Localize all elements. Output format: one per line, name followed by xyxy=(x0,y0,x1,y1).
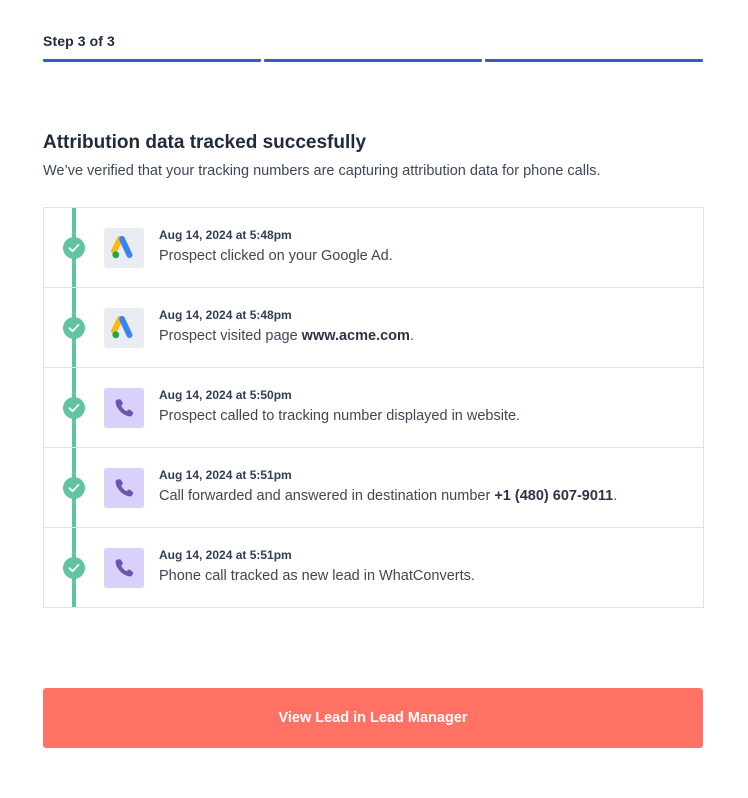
attribution-timeline xyxy=(43,207,704,608)
view-lead-button[interactable]: View Lead in Lead Manager xyxy=(43,688,703,748)
page-title: Attribution data tracked succesfully xyxy=(43,132,367,153)
google-ads-icon xyxy=(104,308,144,348)
event-timestamp: Aug 14, 2024 at 5:48pm xyxy=(159,308,292,322)
event-timestamp: Aug 14, 2024 at 5:50pm xyxy=(159,388,292,402)
progress-bar xyxy=(43,59,703,62)
event-description: Prospect clicked on your Google Ad. xyxy=(159,248,393,264)
event-timestamp: Aug 14, 2024 at 5:48pm xyxy=(159,228,292,242)
phone-icon xyxy=(104,388,144,428)
timeline-row xyxy=(44,528,703,608)
progress-segment-3 xyxy=(485,59,703,62)
timeline-row xyxy=(44,368,703,448)
check-icon xyxy=(63,397,85,419)
page-subtitle: We’ve verified that your tracking numbers are capturing attribution data for phone calls. xyxy=(43,163,601,179)
timeline-row xyxy=(44,208,703,288)
check-icon xyxy=(63,477,85,499)
timeline-row xyxy=(44,448,703,528)
phone-icon xyxy=(104,548,144,588)
event-description: Prospect called to tracking number displayed in website. xyxy=(159,408,521,424)
step-indicator: Step 3 of 3 xyxy=(43,33,115,49)
event-description: Prospect visited page www.acme.com. xyxy=(159,328,414,344)
timeline-row xyxy=(44,288,703,368)
check-icon xyxy=(63,557,85,579)
progress-segment-1 xyxy=(43,59,261,62)
phone-icon xyxy=(104,468,144,508)
check-icon xyxy=(63,317,85,339)
event-description: Phone call tracked as new lead in WhatConverts. xyxy=(159,568,475,584)
event-timestamp: Aug 14, 2024 at 5:51pm xyxy=(159,468,292,482)
progress-segment-2 xyxy=(264,59,482,62)
event-timestamp: Aug 14, 2024 at 5:51pm xyxy=(159,548,292,562)
event-description: Call forwarded and answered in destination number +1 (480) 607-9011. xyxy=(159,488,618,504)
check-icon xyxy=(63,237,85,259)
google-ads-icon xyxy=(104,228,144,268)
